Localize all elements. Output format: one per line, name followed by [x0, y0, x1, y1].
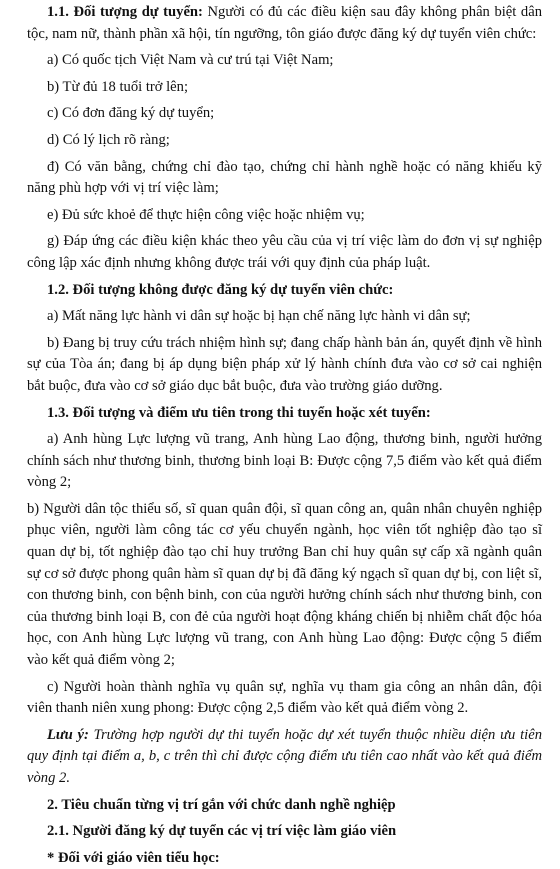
section-1-1-paragraph [27, 2, 542, 45]
priority-b: b) Người dân tộc thiểu số, sĩ quan quân đội, sĩ quan công an, quân nhân chuyên nghiệp phục viên, người làm công tác cơ yếu chuyển ngành, học viên tốt nghiệp đào tạo sĩ quan dự bị, tốt nghiệp đào tạo chỉ huy trưởng Ban chỉ huy quân sự cấp xã ngành quân sự cơ sở được phong quân hàm sĩ quan dự bị đã đăng ký ngạch sĩ quan dự bị, con liệt sĩ, con thương binh, con bệnh binh, con của người hưởng chính sách như thương binh, con của thương binh loại B, con đẻ của người hoạt động kháng chiến bị nhiễm chất độc hóa học, con Anh hùng Lực lượng vũ trang, con Anh hùng Lao động: Được cộng 5 điểm vào kết quả điểm vòng 2; [27, 500, 542, 669]
note-text: Trường hợp người dự thi tuyển hoặc dự xét tuyển thuộc nhiều diện ưu tiên quy định tại điểm a, b, c trên thì chỉ được cộng điểm ưu tiên cao nhất vào kết quả điểm vòng 2. [27, 726, 542, 786]
exclusion-b: b) Đang bị truy cứu trách nhiệm hình sự; đang chấp hành bản án, quyết định về hình sự của Tòa án; đang bị áp dụng biện pháp xử lý hành chính đưa vào cơ sở cai nghiện bắt buộc, đưa vào cơ sở giáo dục bắt buộc, đưa vào trường giáo dưỡng. [27, 334, 542, 394]
condition-a: a) Có quốc tịch Việt Nam và cư trú tại Việt Nam; [47, 52, 334, 69]
condition-e: e) Đủ sức khoẻ để thực hiện công việc hoặc nhiệm vụ; [47, 206, 365, 223]
section-2-heading: 2. Tiêu chuẩn từng vị trí gắn với chức danh nghề nghiệp [47, 796, 396, 813]
section-1-1-heading: 1.1. Đối tượng dự tuyển: [47, 4, 203, 20]
section-1-1-intro: Người có đủ các điều kiện sau đây không phân biệt dân tộc, nam nữ, thành phần xã hội, tín ngưỡng, tôn giáo được đăng ký dự tuyển viên chức: [27, 4, 543, 42]
priority-a: a) Anh hùng Lực lượng vũ trang, Anh hùng Lao động, thương binh, người hưởng chính sách như thương binh, thương binh loại B: Được cộng 7,5 điểm vào kết quả điểm vòng 2; [27, 431, 542, 491]
priority-note [27, 725, 542, 790]
exclusion-a: a) Mất năng lực hành vi dân sự hoặc bị hạn chế năng lực hành vi dân sự; [47, 308, 471, 325]
condition-g: g) Đáp ứng các điều kiện khác theo yêu cầu của vị trí việc làm do đơn vị sự nghiệp công lập xác định nhưng không được trái với quy định của pháp luật. [27, 233, 542, 271]
condition-b: b) Từ đủ 18 tuổi trở lên; [47, 78, 189, 95]
condition-c: c) Có đơn đăng ký dự tuyển; [47, 105, 215, 122]
condition-d: d) Có lý lịch rõ ràng; [47, 131, 170, 148]
document-page [0, 2, 560, 866]
condition-dd: đ) Có văn bằng, chứng chỉ đào tạo, chứng chỉ hành nghề hoặc có năng khiếu kỹ năng phù hợp với vị trí việc làm; [27, 158, 542, 197]
section-2-1-heading: 2.1. Người đăng ký dự tuyển các vị trí việc làm giáo viên [47, 823, 397, 840]
section-1-3-heading: 1.3. Đối tượng và điểm ưu tiên trong thi tuyển hoặc xét tuyển: [47, 404, 431, 421]
primary-teacher-heading: * Đối với giáo viên tiểu học: [47, 849, 220, 866]
section-1-2-heading: 1.2. Đối tượng không được đăng ký dự tuyển viên chức: [47, 281, 394, 298]
note-label: Lưu ý: [47, 726, 89, 743]
priority-c: c) Người hoàn thành nghĩa vụ quân sự, nghĩa vụ tham gia công an nhân dân, đội viên thanh niên xung phong: Được cộng 2,5 điểm vào kết quả điểm vòng 2. [27, 678, 542, 717]
